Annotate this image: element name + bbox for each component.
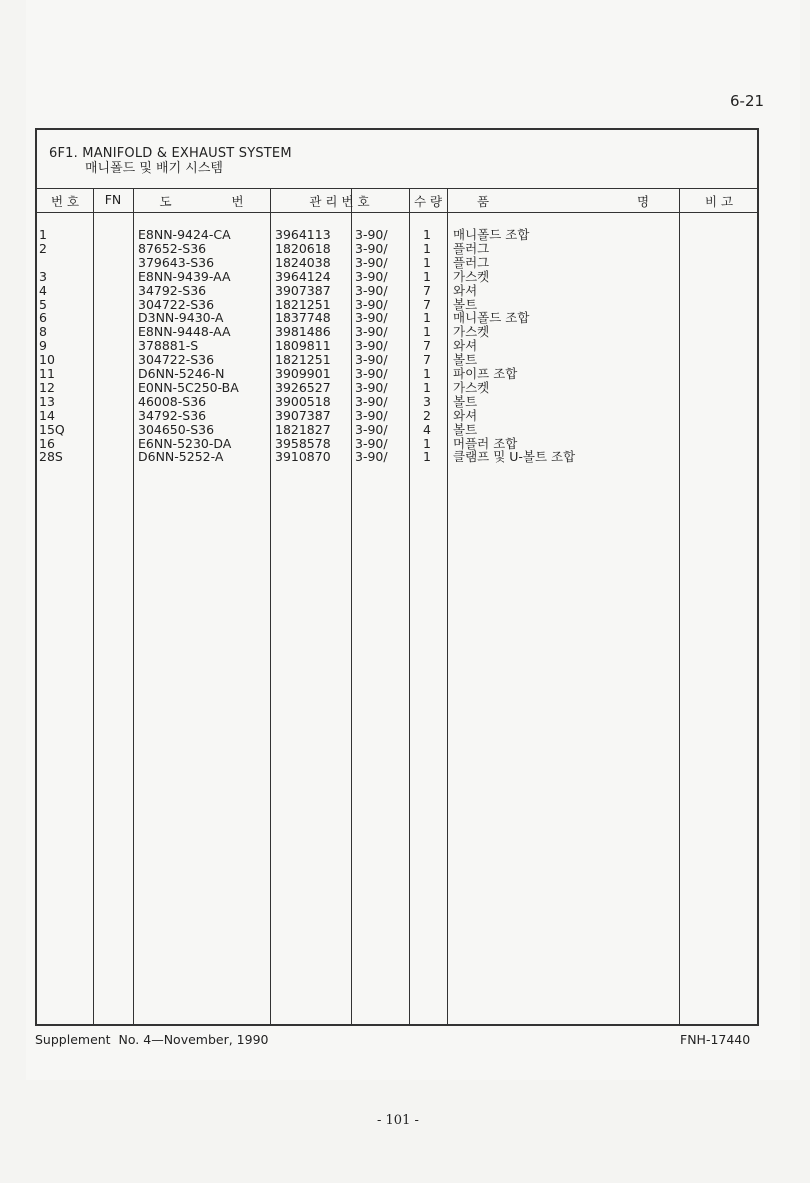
control-number: 1824038 — [275, 254, 331, 270]
item-number: 13 — [39, 393, 55, 409]
control-number: 1837748 — [275, 310, 331, 326]
item-number: 6 — [39, 310, 47, 326]
table-row — [37, 242, 757, 256]
control-number: 3926527 — [275, 379, 331, 395]
section-title — [49, 146, 292, 176]
control-date: 3-90/ — [355, 310, 388, 326]
item-number: 2 — [39, 240, 47, 256]
quantity: 1 — [423, 324, 431, 340]
table-row — [37, 395, 757, 409]
part-name: 매니폴드 조합 — [453, 227, 530, 242]
control-date: 3-90/ — [355, 324, 388, 340]
control-number: 3910870 — [275, 449, 331, 465]
control-number: 3900518 — [275, 393, 331, 409]
quantity: 7 — [423, 296, 431, 312]
part-name: 볼트 — [453, 352, 478, 368]
drawing-number: 304650-S36 — [138, 421, 215, 437]
control-number: 3958578 — [275, 435, 331, 451]
drawing-number: 34792-S36 — [138, 407, 207, 423]
quantity: 7 — [423, 352, 431, 368]
header-bottom-rule — [37, 212, 757, 213]
part-name: 클램프 및 U-볼트 조합 — [453, 449, 576, 465]
part-name: 와셔 — [453, 338, 478, 354]
item-number: 8 — [39, 324, 47, 340]
item-number: 12 — [39, 379, 55, 395]
control-number: 3964113 — [275, 227, 331, 242]
header-drawing: 도 번 — [159, 194, 244, 209]
drawing-number: 378881-S — [138, 338, 199, 354]
quantity: 1 — [423, 449, 431, 465]
header-top-rule — [37, 188, 757, 189]
table-row — [37, 270, 757, 284]
part-name: 가스켓 — [453, 268, 490, 284]
document-code: FNH-17440 — [680, 1032, 751, 1047]
control-number: 3907387 — [275, 282, 331, 298]
item-number: 14 — [39, 407, 55, 423]
table-row — [37, 450, 757, 464]
part-name: 가스켓 — [453, 379, 490, 395]
table-row — [37, 423, 757, 437]
drawing-number: 304722-S36 — [138, 296, 215, 312]
quantity: 1 — [423, 240, 431, 256]
drawing-number: 46008-S36 — [138, 393, 207, 409]
quantity: 1 — [423, 435, 431, 451]
header-fn: FN — [104, 192, 122, 207]
supplement-note: Supplement No. 4—November, 1990 — [35, 1032, 269, 1047]
table-row — [37, 339, 757, 353]
control-number: 1821251 — [275, 352, 331, 368]
control-date: 3-90/ — [355, 393, 388, 409]
control-number: 3964124 — [275, 268, 331, 284]
header-control: 관 리 번 호 — [309, 194, 370, 209]
part-name: 볼트 — [453, 296, 478, 312]
item-number: 1 — [39, 227, 47, 242]
drawing-number: 379643-S36 — [138, 254, 215, 270]
drawing-number: D6NN-5252-A — [138, 449, 224, 465]
drawing-number: 304722-S36 — [138, 352, 215, 368]
item-number: 3 — [39, 268, 47, 284]
control-number: 1821251 — [275, 296, 331, 312]
title-english: 6F1. MANIFOLD & EXHAUST SYSTEM — [49, 146, 292, 161]
item-number: 9 — [39, 338, 47, 354]
control-number: 1820618 — [275, 240, 331, 256]
drawing-number: E6NN-5230-DA — [138, 435, 232, 451]
table-row — [37, 437, 757, 451]
item-number: 15Q — [39, 421, 65, 437]
table-row — [37, 367, 757, 381]
table-row — [37, 353, 757, 367]
drawing-number: 87652-S36 — [138, 240, 207, 256]
table-row — [37, 381, 757, 395]
control-date: 3-90/ — [355, 421, 388, 437]
table-row — [37, 325, 757, 339]
control-number: 3909901 — [275, 366, 331, 381]
title-korean: 매니폴드 및 배기 시스템 — [85, 161, 223, 176]
drawing-number: E8NN-9424-CA — [138, 227, 231, 242]
item-number: 5 — [39, 296, 47, 312]
parts-table-frame — [35, 128, 759, 1026]
control-date: 3-90/ — [355, 227, 388, 242]
drawing-number: D6NN-5246-N — [138, 366, 225, 381]
quantity: 1 — [423, 268, 431, 284]
part-name: 가스켓 — [453, 324, 490, 340]
drawing-number: 34792-S36 — [138, 282, 207, 298]
quantity: 1 — [423, 254, 431, 270]
control-number: 3907387 — [275, 407, 331, 423]
table-row — [37, 256, 757, 270]
control-date: 3-90/ — [355, 268, 388, 284]
table-row — [37, 409, 757, 423]
item-number: 16 — [39, 435, 55, 451]
table-row — [37, 298, 757, 312]
control-date: 3-90/ — [355, 240, 388, 256]
header-no: 번 호 — [50, 194, 80, 209]
quantity: 7 — [423, 282, 431, 298]
control-date: 3-90/ — [355, 338, 388, 354]
control-date: 3-90/ — [355, 296, 388, 312]
item-number: 11 — [39, 366, 55, 381]
control-date: 3-90/ — [355, 366, 388, 381]
quantity: 7 — [423, 338, 431, 354]
control-date: 3-90/ — [355, 435, 388, 451]
item-number: 28S — [39, 449, 63, 465]
control-number: 1821827 — [275, 421, 331, 437]
part-name: 와셔 — [453, 407, 478, 423]
drawing-number: E8NN-9439-AA — [138, 268, 231, 284]
part-name: 와셔 — [453, 282, 478, 298]
part-name: 플러그 — [453, 254, 490, 270]
item-number: 10 — [39, 352, 55, 368]
part-name: 매니폴드 조합 — [453, 310, 530, 326]
drawing-number: D3NN-9430-A — [138, 310, 224, 326]
quantity: 3 — [423, 393, 431, 409]
control-number: 3981486 — [275, 324, 331, 340]
control-date: 3-90/ — [355, 449, 388, 465]
page-number: 6-21 — [730, 92, 765, 110]
header-qty: 수 량 — [413, 194, 443, 209]
drawing-number: E0NN-5C250-BA — [138, 379, 239, 395]
part-name: 볼트 — [453, 393, 478, 409]
quantity: 1 — [423, 227, 431, 242]
quantity: 1 — [423, 379, 431, 395]
control-date: 3-90/ — [355, 254, 388, 270]
header-remarks: 비 고 — [704, 194, 734, 209]
control-date: 3-90/ — [355, 407, 388, 423]
header-name: 품 명 — [476, 194, 650, 209]
part-name: 파이프 조합 — [453, 366, 518, 381]
quantity: 1 — [423, 310, 431, 326]
control-date: 3-90/ — [355, 282, 388, 298]
drawing-number: E8NN-9448-AA — [138, 324, 231, 340]
folio-number: - 101 - — [377, 1113, 419, 1128]
table-row — [37, 284, 757, 298]
quantity: 4 — [423, 421, 431, 437]
part-name: 머플러 조합 — [453, 435, 518, 451]
control-date: 3-90/ — [355, 379, 388, 395]
item-number: 4 — [39, 282, 47, 298]
table-row — [37, 311, 757, 325]
control-date: 3-90/ — [355, 352, 388, 368]
quantity: 1 — [423, 366, 431, 381]
table-row — [37, 228, 757, 242]
quantity: 2 — [423, 407, 431, 423]
part-name: 볼트 — [453, 421, 478, 437]
part-name: 플러그 — [453, 240, 490, 256]
control-number: 1809811 — [275, 338, 331, 354]
